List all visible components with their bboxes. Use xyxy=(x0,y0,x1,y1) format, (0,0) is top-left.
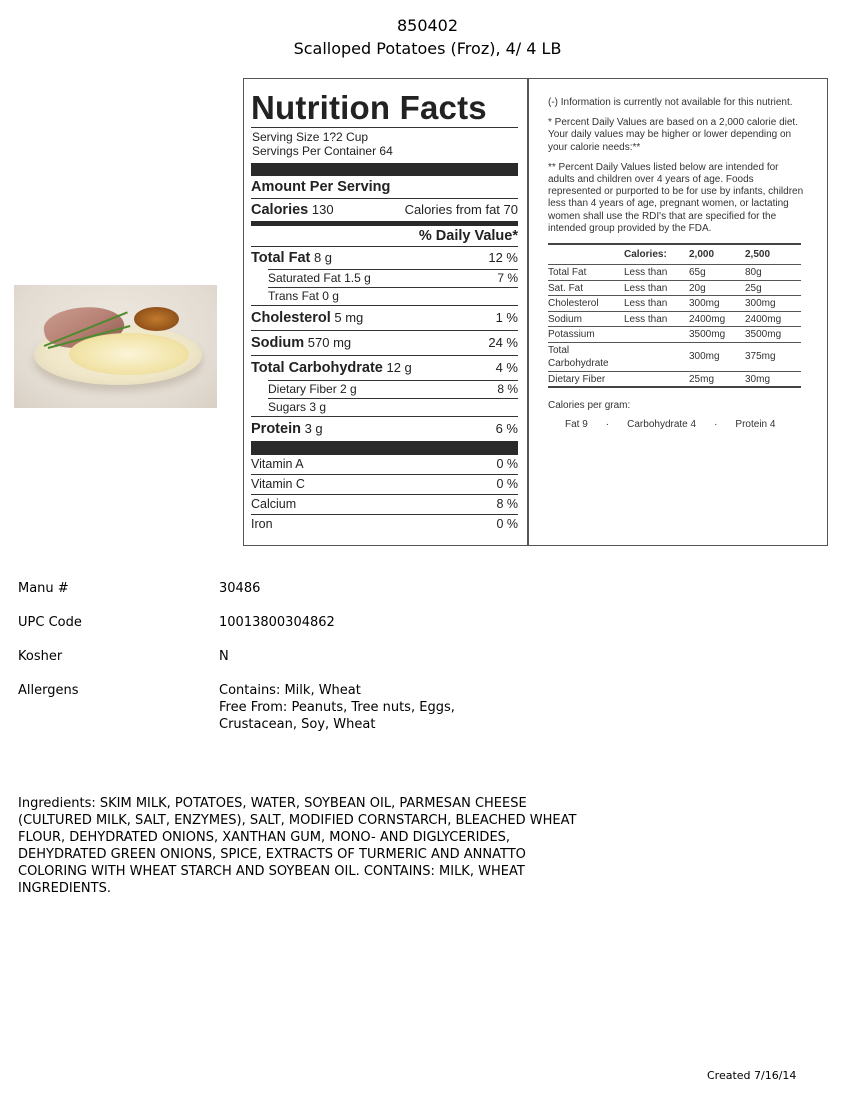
nutrient-amount: 5 mg xyxy=(334,310,364,325)
vitamin-dv: 8 % xyxy=(496,497,518,511)
nutrient-amount: 570 mg xyxy=(307,335,352,350)
amount-per-serving: Amount Per Serving xyxy=(251,179,391,195)
onion-shape xyxy=(134,307,179,331)
nutrient-row xyxy=(251,306,518,330)
nutrient-label: Total Carbohydrate xyxy=(251,360,383,376)
created-date: Created 7/16/14 xyxy=(707,1069,797,1082)
info-label: Allergens xyxy=(18,683,79,698)
value-2500: 375mg xyxy=(745,342,801,371)
potato-shape xyxy=(69,333,189,375)
table-row xyxy=(548,311,801,327)
table-row xyxy=(548,327,801,343)
info-row-manu xyxy=(18,580,455,597)
nutrient-dv: 1 % xyxy=(495,310,518,325)
nutrient-row xyxy=(251,356,518,380)
info-value: 30486 xyxy=(219,581,261,596)
nutrient-label: Total Fat xyxy=(251,250,311,266)
info-row-allergens xyxy=(18,682,455,733)
product-name: Scalloped Potatoes (Froz), 4/ 4 LB xyxy=(293,39,562,58)
info-row-kosher xyxy=(18,648,455,665)
daily-value-header: % Daily Value* xyxy=(418,228,518,244)
vitamin-row xyxy=(251,515,518,534)
vitamin-label: Vitamin C xyxy=(251,477,305,491)
separator-dot: · xyxy=(605,419,610,431)
protein-per-gram: Protein 4 xyxy=(735,419,776,431)
nutrient-row xyxy=(251,331,518,355)
table-header: 2,500 xyxy=(745,244,801,265)
vitamin-row xyxy=(251,455,518,474)
percent-basis-note: * Percent Daily Values are based on a 2,000 calorie diet. Your daily values may be higher or lower depending on your calorie needs:** xyxy=(548,117,798,153)
limit: Less than xyxy=(624,311,689,327)
nutrient-amount: 8 g xyxy=(313,250,333,265)
nutrient-dv: 7 % xyxy=(497,271,518,285)
nutrition-facts-panel xyxy=(243,78,828,546)
nutrient-row xyxy=(251,417,518,441)
daily-values-table xyxy=(548,243,801,388)
value-2500: 300mg xyxy=(745,296,801,312)
not-available-note: (-) Information is currently not available for this nutrient. xyxy=(548,97,793,108)
calories-value: 130 xyxy=(311,202,334,217)
nutrient-row xyxy=(268,270,518,287)
table-header-row xyxy=(548,244,801,265)
limit: Less than xyxy=(624,265,689,281)
ingredients-text: Ingredients: SKIM MILK, POTATOES, WATER, SOYBEAN OIL, PARMESAN CHEESE (CULTURED MILK, SALT, ENZYMES), SALT, MODIFIED CORNSTARCH, BLEACHED WHEAT FLOUR, DEHYDRATED ONIONS, XANTHAN GUM, MONO- AND DIGLYCERIDES, DEHYDRATED GREEN ONIONS, SPICE, EXTRACTS OF TURMERIC AND ANNATTO COLORING WITH WHEAT STARCH AND SOYBEAN OIL. CONTAINS: MILK, WHEAT INGREDIENTS. xyxy=(18,796,577,896)
limit xyxy=(624,342,689,371)
limit xyxy=(624,327,689,343)
calories-per-gram-label: Calories per gram: xyxy=(548,400,631,412)
limit: Less than xyxy=(624,280,689,296)
intended-for-note: ** Percent Daily Values listed below are intended for adults and children over 4 years of age. Foods represented or purported to be for use by infants, children less than 4 years of age, pregnant women, or lactating women shall use the RDI's that are specified for the intended group provided by the FDA. xyxy=(548,161,804,234)
table-header xyxy=(548,244,624,265)
nutrient-dv: 8 % xyxy=(497,382,518,396)
nutrient-amount: 1.5 g xyxy=(344,271,371,285)
vitamin-label: Calcium xyxy=(251,497,297,511)
separator-dot: · xyxy=(714,419,718,431)
value-2000: 65g xyxy=(689,265,745,281)
table-row xyxy=(548,371,801,387)
vitamin-row xyxy=(251,475,518,494)
value-2000: 20g xyxy=(689,280,745,296)
nutrition-notes xyxy=(548,97,806,432)
nutrient-dv: 24 % xyxy=(488,335,518,350)
nutrient-name: Potassium xyxy=(548,327,624,343)
vitamin-dv: 0 % xyxy=(496,477,518,491)
table-row xyxy=(548,280,801,296)
calories-row xyxy=(251,199,518,221)
nutrient-amount: 12 g xyxy=(386,360,412,375)
info-label: Kosher xyxy=(18,649,63,664)
nutrient-row xyxy=(268,381,518,398)
calories-per-gram xyxy=(548,400,806,431)
nutrient-label: Cholesterol xyxy=(251,310,331,326)
value-2000: 3500mg xyxy=(689,327,745,343)
nutrient-label: Dietary Fiber xyxy=(268,382,337,396)
limit: Less than xyxy=(624,296,689,312)
carbohydrate-per-gram: Carbohydrate 4 xyxy=(627,419,697,431)
table-row xyxy=(548,342,801,371)
product-image xyxy=(14,285,217,408)
item-number: 850402 xyxy=(396,16,459,35)
nutrient-label: Protein xyxy=(251,421,301,437)
nutrient-amount: 3 g xyxy=(309,400,327,414)
nutrient-name: Sodium xyxy=(548,311,624,327)
nutrient-label: Saturated Fat xyxy=(268,271,341,285)
nutrition-facts-label xyxy=(244,79,529,545)
vitamin-row xyxy=(251,495,518,514)
nutrition-facts-title: Nutrition Facts xyxy=(251,89,487,126)
limit xyxy=(624,371,689,387)
info-row-upc xyxy=(18,614,455,631)
value-2000: 2400mg xyxy=(689,311,745,327)
table-header: Calories: xyxy=(624,244,689,265)
nutrient-row xyxy=(268,399,518,416)
vitamin-dv: 0 % xyxy=(496,517,518,531)
vitamin-label: Iron xyxy=(251,517,273,531)
table-row xyxy=(548,265,801,281)
nutrient-row xyxy=(268,288,518,305)
nutrient-row xyxy=(251,247,518,269)
nutrient-amount: 2 g xyxy=(340,382,357,396)
value-2500: 25g xyxy=(745,280,801,296)
value-2000: 300mg xyxy=(689,296,745,312)
nutrient-amount: 3 g xyxy=(304,421,323,436)
info-label: UPC Code xyxy=(18,615,82,630)
nutrient-name: Cholesterol xyxy=(548,296,624,312)
calories-from-fat: Calories from fat 70 xyxy=(404,202,518,217)
page-header xyxy=(0,14,850,60)
servings-per-container: Servings Per Container 64 xyxy=(252,144,393,158)
vitamin-label: Vitamin A xyxy=(251,457,304,471)
info-value: Contains: Milk, Wheat Free From: Peanuts, Tree nuts, Eggs, Crustacean, Soy, Wheat xyxy=(219,683,455,732)
value-2000: 25mg xyxy=(689,371,745,387)
value-2000: 300mg xyxy=(689,342,745,371)
value-2500: 80g xyxy=(745,265,801,281)
serving-info xyxy=(251,128,518,163)
info-value: 10013800304862 xyxy=(219,615,335,630)
nutrient-name: Total Fat xyxy=(548,265,624,281)
nutrient-amount: 0 g xyxy=(322,289,339,303)
nutrient-dv: 6 % xyxy=(495,421,518,436)
product-info xyxy=(18,580,455,750)
nutrient-dv: 12 % xyxy=(488,250,518,265)
value-2500: 30mg xyxy=(745,371,801,387)
vitamin-dv: 0 % xyxy=(496,457,518,471)
info-value: N xyxy=(219,649,229,664)
value-2500: 2400mg xyxy=(745,311,801,327)
fat-per-gram: Fat 9 xyxy=(565,419,588,431)
info-label: Manu # xyxy=(18,581,69,596)
table-row xyxy=(548,296,801,312)
value-2500: 3500mg xyxy=(745,327,801,343)
serving-size: Serving Size 1?2 Cup xyxy=(252,130,369,144)
nutrient-label: Trans Fat xyxy=(268,289,319,303)
nutrient-name: Sat. Fat xyxy=(548,280,624,296)
nutrient-name: Total Carbohydrate xyxy=(548,342,624,371)
nutrient-name: Dietary Fiber xyxy=(548,371,624,387)
nutrient-label: Sodium xyxy=(251,335,305,351)
nutrient-dv: 4 % xyxy=(495,360,518,375)
nutrient-label: Sugars xyxy=(268,400,307,414)
calories-label: Calories xyxy=(251,202,309,218)
table-header: 2,000 xyxy=(689,244,745,265)
